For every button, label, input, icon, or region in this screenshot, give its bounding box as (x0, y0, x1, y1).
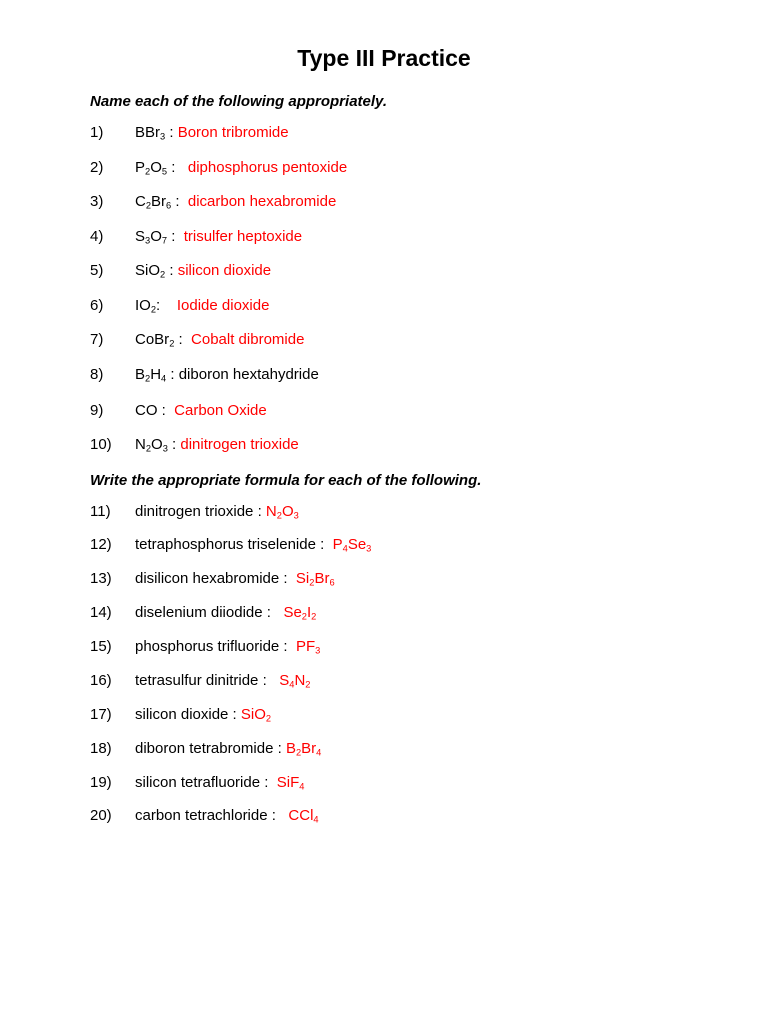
separator: : (174, 331, 192, 348)
chemical-formula: $B_2H_4$ (135, 366, 167, 384)
item-body (135, 705, 271, 725)
item-body (135, 535, 371, 555)
item-number: 3) (90, 193, 104, 210)
separator: : (273, 740, 286, 757)
item-body (135, 637, 320, 657)
item-number: 5) (90, 262, 104, 279)
separator: : (262, 604, 284, 621)
separator: : (166, 366, 179, 383)
item-number: 4) (90, 228, 104, 245)
given-name: diboron hextahydride (178, 366, 319, 383)
compound-name: diselenium diiodide (135, 604, 263, 621)
separator: : (228, 706, 241, 723)
chemical-formula: $S_3O_7$ (135, 228, 168, 246)
section-heading-naming: Name each of the following appropriately. (90, 93, 387, 110)
item-body (135, 806, 319, 826)
compound-name: phosphorus trifluoride (135, 638, 280, 655)
answer-formula: SiF$_4$ (276, 774, 305, 792)
item-number: 14) (90, 604, 112, 621)
separator: : (157, 402, 175, 419)
answer-formula: SiO$_2$ (240, 706, 272, 724)
item-number: 8) (90, 366, 104, 383)
item-number: 7) (90, 331, 104, 348)
item-number: 13) (90, 570, 112, 587)
separator: : (156, 297, 177, 314)
answer-name: Boron tribromide (177, 124, 289, 141)
compound-name: dinitrogen trioxide (135, 503, 254, 520)
item-number: 16) (90, 672, 112, 689)
item-body (135, 739, 321, 759)
item-number: 17) (90, 706, 112, 723)
item-number: 1) (90, 124, 104, 141)
compound-name: disilicon hexabromide (135, 570, 280, 587)
item-body (135, 123, 289, 143)
separator: : (167, 436, 181, 453)
item-number: 9) (90, 402, 104, 419)
item-body (135, 330, 304, 350)
chemical-formula: CO (135, 402, 158, 419)
section-heading-formulas: Write the appropriate formula for each of the following. (90, 472, 482, 489)
item-number: 10) (90, 436, 112, 453)
separator: : (171, 193, 188, 210)
item-body (135, 502, 299, 522)
chemical-formula: $N_2O_3$ (135, 436, 168, 454)
answer-formula: $Si_2Br_6$ (295, 570, 335, 588)
item-body (135, 261, 271, 281)
separator: : (260, 774, 277, 791)
item-body (135, 671, 310, 691)
item-number: 19) (90, 774, 112, 791)
separator: : (279, 570, 296, 587)
answer-formula: $PF_3$ (295, 638, 321, 656)
page-title: Type III Practice (297, 45, 471, 71)
compound-name: diboron tetrabromide (135, 740, 274, 757)
item-body (135, 192, 336, 212)
separator: : (315, 536, 333, 553)
separator: : (165, 124, 178, 141)
item-number: 15) (90, 638, 112, 655)
item-body (135, 569, 335, 589)
answer-name: diphosphorus pentoxide (187, 159, 348, 176)
compound-name: carbon tetrachloride (135, 807, 268, 824)
separator: : (167, 228, 184, 245)
separator: : (267, 807, 289, 824)
item-body (135, 603, 316, 623)
separator: : (253, 503, 266, 520)
item-number: 12) (90, 536, 112, 553)
answer-name: Cobalt dibromide (191, 331, 305, 348)
item-body (135, 227, 302, 247)
chemical-formula: BBr$_3$ (135, 124, 166, 142)
item-number: 6) (90, 297, 104, 314)
item-number: 2) (90, 159, 104, 176)
answer-formula: CCl$_4$ (288, 807, 319, 825)
answer-name: silicon dioxide (177, 262, 272, 279)
item-number: 18) (90, 740, 112, 757)
answer-formula: $P_4Se_3$ (332, 536, 372, 554)
item-body (135, 773, 304, 793)
compound-name: silicon tetrafluoride (135, 774, 261, 791)
answer-formula: $B_2Br_4$ (285, 740, 322, 758)
chemical-formula: SiO$_2$ (135, 262, 166, 280)
answer-name: dinitrogen trioxide (180, 436, 299, 453)
compound-name: silicon dioxide (135, 706, 229, 723)
item-body (135, 365, 319, 385)
chemical-formula: $C_2Br_6$ (135, 193, 172, 211)
answer-name: trisulfer heptoxide (183, 228, 303, 245)
chemical-formula: $IO_2$ (135, 297, 157, 315)
item-body (135, 401, 267, 421)
chemical-formula: CoBr$_2$ (135, 331, 175, 349)
compound-name: tetrasulfur dinitride (135, 672, 259, 689)
separator: : (167, 159, 188, 176)
answer-formula: $N_2O_3$ (265, 503, 299, 521)
item-body (135, 158, 347, 178)
separator: : (165, 262, 178, 279)
compound-name: tetraphosphorus triselenide (135, 536, 316, 553)
chemical-formula: $P_2O_5$ (135, 159, 168, 177)
answer-formula: $Se_2I_2$ (283, 604, 317, 622)
answer-name: Iodide dioxide (176, 297, 270, 314)
item-number: 20) (90, 807, 112, 824)
item-body (135, 435, 299, 455)
separator: : (258, 672, 280, 689)
answer-name: Carbon Oxide (174, 402, 267, 419)
item-number: 11) (90, 503, 111, 520)
answer-name: dicarbon hexabromide (187, 193, 337, 210)
answer-formula: $S_4N_2$ (279, 672, 311, 690)
item-body (135, 296, 269, 316)
separator: : (279, 638, 296, 655)
